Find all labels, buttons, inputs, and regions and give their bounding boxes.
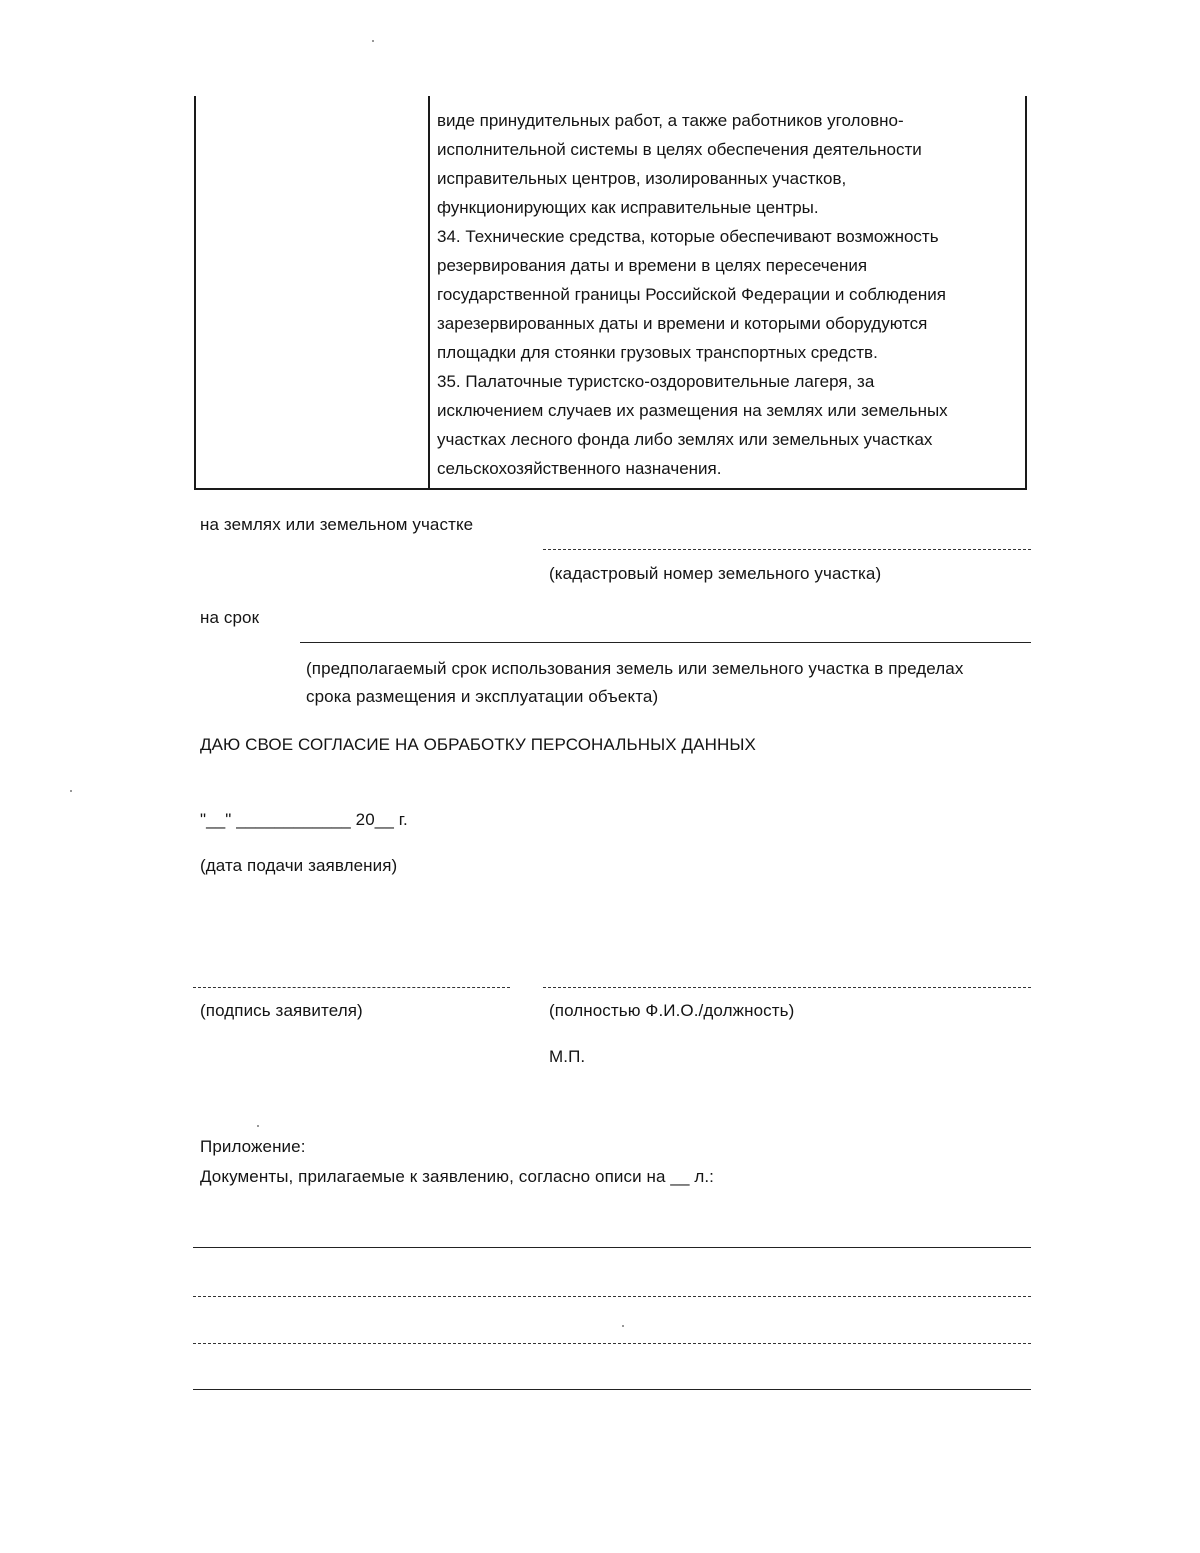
- scan-speck: [372, 40, 374, 42]
- cadastral-number-field[interactable]: [543, 549, 1031, 550]
- date-field[interactable]: "__" ____________ 20__ г.: [200, 810, 408, 829]
- cell-text-line: исполнительной системы в целях обеспечения деятельности: [437, 140, 922, 159]
- cell-text-line: государственной границы Российской Федерации и соблюдения: [437, 285, 946, 304]
- attachment-title: Приложение:: [200, 1137, 306, 1156]
- table-column-divider: [428, 96, 430, 489]
- stamp-place: М.П.: [549, 1047, 586, 1066]
- cell-text-line: виде принудительных работ, а также работников уголовно-: [437, 111, 904, 130]
- table-bottom-border: [194, 488, 1027, 490]
- table-right-border: [1025, 96, 1027, 489]
- date-hint: (дата подачи заявления): [200, 856, 398, 875]
- term-label: на срок: [200, 608, 260, 627]
- cell-text-line: 34. Технические средства, которые обеспечивают возможность: [437, 227, 939, 246]
- cell-text-line: площадки для стоянки грузовых транспортных средств.: [437, 343, 878, 362]
- consent-statement: ДАЮ СВОЕ СОГЛАСИЕ НА ОБРАБОТКУ ПЕРСОНАЛЬНЫХ ДАННЫХ: [200, 735, 756, 754]
- table-left-border: [194, 96, 196, 489]
- attachment-line-2[interactable]: [193, 1296, 1031, 1297]
- attachment-line-3[interactable]: [193, 1343, 1031, 1344]
- cell-text-line: участках лесного фонда либо землях или земельных участках: [437, 430, 933, 449]
- cell-text-line: исключением случаев их размещения на землях или земельных: [437, 401, 948, 420]
- table-right-cell: [437, 106, 1017, 483]
- full-name-field[interactable]: [543, 987, 1031, 988]
- cell-text-line: 35. Палаточные туристско-оздоровительные лагеря, за: [437, 372, 875, 391]
- scan-speck: [622, 1325, 624, 1327]
- scan-speck: [70, 790, 72, 792]
- attachment-line-4[interactable]: [193, 1389, 1031, 1390]
- attachment-line-1[interactable]: [193, 1247, 1031, 1248]
- signature-hint: (подпись заявителя): [200, 1001, 363, 1020]
- cell-text-line: зарезервированных даты и времени и которыми оборудуются: [437, 314, 928, 333]
- scan-speck: [257, 1125, 259, 1127]
- term-hint-line-1: (предполагаемый срок использования земель или земельного участка в пределах: [306, 659, 964, 678]
- land-label: на землях или земельном участке: [200, 515, 474, 534]
- signature-field[interactable]: [193, 987, 510, 988]
- cell-text-line: сельскохозяйственного назначения.: [437, 459, 722, 478]
- attachment-text: Документы, прилагаемые к заявлению, согласно описи на __ л.:: [200, 1167, 714, 1186]
- cell-text-line: резервирования даты и времени в целях пересечения: [437, 256, 868, 275]
- cell-text-line: функционирующих как исправительные центры.: [437, 198, 819, 217]
- full-name-hint: (полностью Ф.И.О./должность): [549, 1001, 795, 1020]
- term-field[interactable]: [300, 642, 1031, 643]
- cell-text-line: исправительных центров, изолированных участков,: [437, 169, 847, 188]
- term-hint-line-2: срока размещения и эксплуатации объекта): [306, 687, 659, 706]
- cadastral-number-hint: (кадастровый номер земельного участка): [549, 564, 882, 583]
